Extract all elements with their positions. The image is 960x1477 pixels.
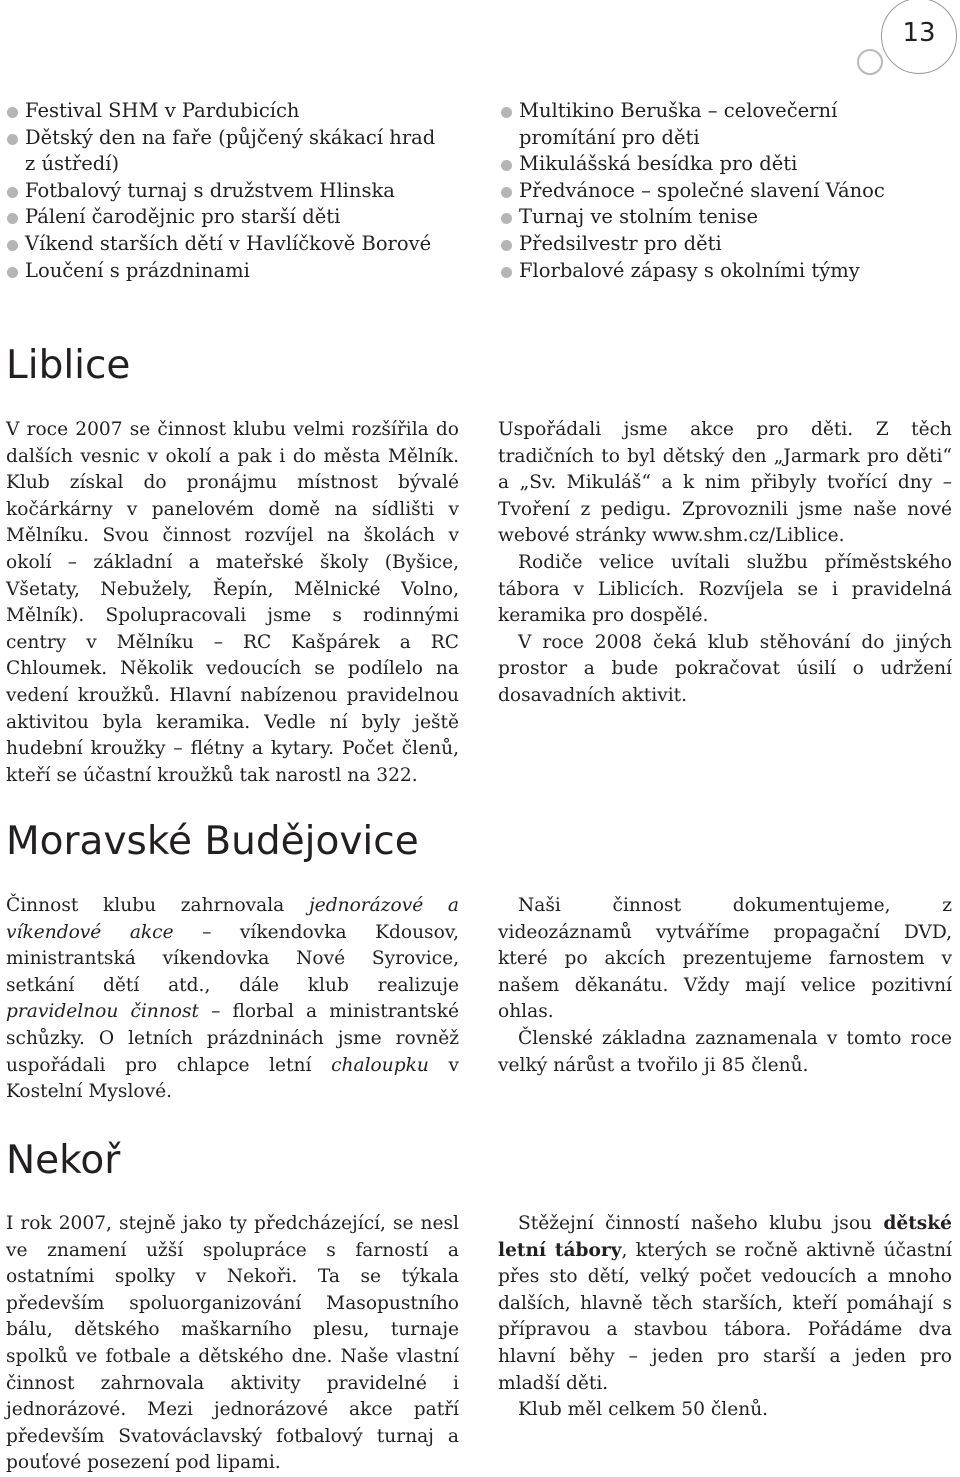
liblice-right-column	[498, 417, 952, 710]
bullet-icon	[7, 213, 18, 224]
section-heading-liblice: Liblice	[6, 343, 131, 388]
page-number: 13	[902, 18, 936, 48]
paragraph: Členské základna zaznamenala v tomto roce velký nárůst a tvořilo ji 85 členů.	[498, 1027, 952, 1076]
section-heading-moravske-budejovice: Moravské Budějovice	[6, 819, 419, 864]
events-list-right	[500, 98, 900, 284]
paragraph: Stěžejní činností našeho klubu jsou dětské letní tábory, kterých se ročně aktivně účastní přes sto dětí, velký počet vedoucích a mnoho dalších, hlavně těch starších, kteří pomáhají s přípravou a stavbou tábora. Pořádáme dva hlavní běhy – jeden pro starší a jeden pro mladší děti.	[498, 1213, 952, 1394]
bullet-icon	[7, 240, 18, 251]
paragraph: Činnost klubu zahrnovala jednorázové a víkendové akce – víkendovka Kdousov, ministrantská víkendovka Nové Syrovice, setkání dětí atd., dále klub realizuje pravidelnou činnost – florbal a ministrantské schůzky. O letních prázdninách jsme rovněž uspořádali pro chlapce letní chaloupku v Kostelní Myslové.	[6, 895, 460, 1103]
bullet-icon	[501, 267, 512, 278]
paragraph: Rodiče velice uvítali službu příměstského tábora v Liblicích. Rozvíjela se i pravidelná keramika pro dospělé.	[498, 551, 952, 627]
bullet-icon	[7, 267, 18, 278]
moravske-right-column	[498, 893, 952, 1079]
list-item: Víkend starších dětí v Havlíčkově Borové	[6, 231, 446, 258]
list-item: Festival SHM v Pardubicích	[6, 98, 446, 125]
moravske-left-column	[6, 893, 459, 1106]
paragraph: Klub měl celkem 50 členů.	[518, 1399, 769, 1421]
list-item: Turnaj ve stolním tenise	[500, 204, 900, 231]
list-item: Loučení s prázdninami	[6, 258, 446, 285]
nekor-right-column	[498, 1211, 952, 1424]
paragraph: Uspořádali jsme akce pro děti. Z těch tradičních to byl dětský den „Jarmark pro děti“ a „Sv. Mikuláš“ a k nim přibyly tvořící dny – Tvoření z pedigu. Zprovoznili jsme naše nové webové stránky www.shm.cz/Liblice.	[498, 419, 952, 547]
bullet-icon	[501, 187, 512, 198]
bullet-icon	[7, 107, 18, 118]
paragraph: I rok 2007, stejně jako ty předcházející, se nesl ve znamení užší spolupráce s farností a ostatními spolky v Nekoři. Ta se týkala především spoluorganizování Masopustního bálu, dětského maškarního plesu, turnaje spolků ve fotbale a dětského dne. Naše vlastní činnost zahrnovala aktivity pravidelné i jednorázové. Mezi jednorázové akce patří především Svatováclavský fotbalový turnaj a pouťové posezení pod lipami.	[6, 1213, 459, 1474]
liblice-left-column	[6, 417, 459, 789]
bullet-icon	[501, 240, 512, 251]
list-item: Mikulášská besídka pro děti	[500, 151, 900, 178]
bullet-icon	[7, 134, 18, 145]
list-item: Dětský den na faře (půjčený skákací hrad z ústředí)	[6, 125, 446, 178]
nekor-left-column	[6, 1211, 459, 1477]
bullet-icon	[501, 160, 512, 171]
paragraph: Naši činnost dokumentujeme, z videozáznamů vytváříme propagační DVD, které po akcích prezentujeme farnostem v našem děkanátu. Vždy mají velice pozitivní ohlas.	[498, 895, 952, 1023]
paragraph: V roce 2007 se činnost klubu velmi rozšířila do dalších vesnic v okolí a pak i do města Mělník. Klub získal do pronájmu místnost bývalé kočárkárny v panelovém domě na sídlišti v Mělníku. Svou činnost rozvíjel na školách v okolí – základní a mateřské školy (Byšice, Všetaty, Nebužely, Řepín, Mělnické Volno, Mělník). Spolupracovali jsme s rodinnými centry v Mělníku – RC Kašpárek a RC Chloumek. Několik vedoucích se podílelo na vedení kroužků. Hlavní nabízenou pravidelnou aktivitou byla keramika. Vedle ní byly ještě hudební kroužky – flétny a kytary. Počet členů, kteří se účastní kroužků tak narostl na 322.	[6, 419, 459, 786]
bullet-icon	[7, 187, 18, 198]
bullet-icon	[501, 107, 512, 118]
bullet-icon	[501, 213, 512, 224]
paragraph: V roce 2008 čeká klub stěhování do jiných prostor a bude pokračovat úsilí o udržení dosavadních aktivit.	[498, 631, 952, 706]
list-item: Fotbalový turnaj s družstvem Hlinska	[6, 178, 446, 205]
list-item: Předvánoce – společné slavení Vánoc	[500, 178, 900, 205]
section-heading-nekor: Nekoř	[6, 1138, 121, 1183]
list-item: Multikino Beruška – celovečerní promítání pro děti	[500, 98, 900, 151]
decorative-circle	[857, 49, 883, 75]
list-item: Florbalové zápasy s okolními týmy	[500, 258, 900, 285]
list-item: Pálení čarodějnic pro starší děti	[6, 204, 446, 231]
events-list-left	[6, 98, 446, 284]
list-item: Předsilvestr pro děti	[500, 231, 900, 258]
